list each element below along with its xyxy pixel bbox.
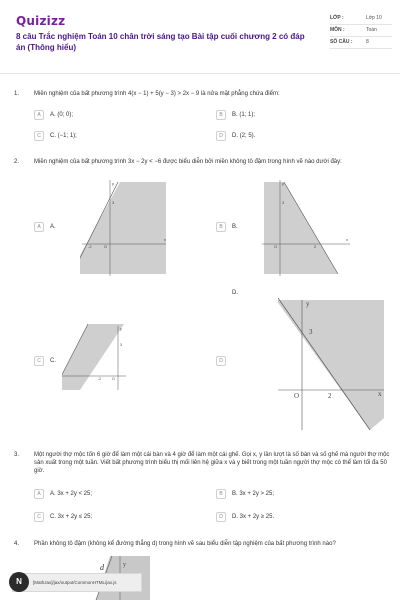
meta-value: Toán xyxy=(366,27,377,33)
meta-label: MÔN : xyxy=(330,27,345,33)
option-2c[interactable] xyxy=(34,356,56,366)
option-3c[interactable] xyxy=(34,512,92,522)
option-3b[interactable] xyxy=(216,489,274,499)
meta-row-grade xyxy=(330,13,392,25)
option-letter: C xyxy=(34,356,44,366)
meta-label: LỚP : xyxy=(330,15,344,21)
option-text: C. (−1; 1); xyxy=(50,133,77,139)
status-text: [MathJax]/jax/output/CommonHTML/jax.js xyxy=(33,580,117,585)
quizizz-logo[interactable]: Quizizz xyxy=(16,14,66,28)
line-d-label: d xyxy=(100,563,104,572)
y-axis-label: y xyxy=(120,327,122,331)
graph-c xyxy=(62,322,128,392)
tick-label: 2 xyxy=(328,392,332,400)
shaded-region xyxy=(80,182,166,274)
option-letter: C xyxy=(34,131,44,141)
meta-value: 8 xyxy=(366,39,369,45)
avatar[interactable]: N xyxy=(9,572,29,592)
option-2a[interactable] xyxy=(34,222,56,232)
meta-value: Lớp 10 xyxy=(366,15,382,21)
meta-table xyxy=(330,13,392,49)
tick-label: -2 xyxy=(98,377,102,381)
tick-label: -2 xyxy=(88,244,92,249)
graph-d xyxy=(278,298,388,432)
option-letter: D xyxy=(216,356,226,366)
option-2b[interactable] xyxy=(216,222,238,232)
option-letter: A xyxy=(34,110,44,120)
option-text: B. (1; 1); xyxy=(232,112,256,118)
tick-label: 2 xyxy=(314,244,317,249)
origin-label: O xyxy=(104,244,108,249)
option-letter: B xyxy=(216,222,226,232)
option-1a[interactable] xyxy=(34,110,73,120)
x-axis-label: x xyxy=(346,237,348,242)
option-text: B. xyxy=(232,224,238,230)
question-number: 3. xyxy=(14,452,20,458)
option-letter: C xyxy=(34,512,44,522)
origin-label: O xyxy=(274,244,278,249)
meta-row-count xyxy=(330,37,392,49)
loading-status-bar xyxy=(12,573,142,592)
graph-c-plot xyxy=(62,322,128,392)
meta-label: SỐ CÂU : xyxy=(330,39,353,45)
option-letter: D xyxy=(216,512,226,522)
question-number: 2. xyxy=(14,159,20,165)
origin-label: O xyxy=(294,392,300,400)
page-title: 8 câu Trắc nghiệm Toán 10 chân trời sáng tạo Bài tập cuối chương 2 có đáp án (Thông hiểu) xyxy=(16,32,305,52)
caption-text: D. xyxy=(232,290,238,296)
option-letter: B xyxy=(216,110,226,120)
meta-row-subject xyxy=(330,25,392,37)
option-text: A. xyxy=(50,224,56,230)
option-letter: D xyxy=(216,131,226,141)
tick-label: 3 xyxy=(282,200,285,205)
question-text: Phần không tô đậm (không kể đường thẳng d) trong hình vẽ sau biểu diễn tập nghiệm của bất phương trình nào? xyxy=(34,541,336,547)
graph-d-plot xyxy=(278,298,388,432)
question-text: Miền nghiệm của bất phương trình 4(x − 1) + 5(y − 3) > 2x − 9 là nửa mặt phẳng chứa điểm: xyxy=(34,91,280,97)
option-1d[interactable] xyxy=(216,131,255,141)
graph-b-plot xyxy=(262,178,352,278)
option-1b[interactable] xyxy=(216,110,255,120)
page-header xyxy=(0,0,400,74)
option-text: A. 3x + 2y < 25; xyxy=(50,491,93,497)
shaded-region xyxy=(264,182,338,274)
tick-label: 3 xyxy=(112,200,115,205)
x-axis-label: x xyxy=(164,237,166,242)
origin-label: O xyxy=(112,377,115,381)
option-d-caption xyxy=(232,289,238,297)
option-text: D. 3x + 2y ≥ 25. xyxy=(232,514,275,520)
option-letter: A xyxy=(34,222,44,232)
option-3a[interactable] xyxy=(34,489,92,499)
question-number: 1. xyxy=(14,91,20,97)
option-text: A. (0; 0); xyxy=(50,112,74,118)
option-3d[interactable] xyxy=(216,512,274,522)
option-1c[interactable] xyxy=(34,131,77,141)
question-text: Miền nghiệm của bất phương trình 3x − 2y < −6 được biểu diễn bởi miền không tô đậm trong hình vẽ nào dưới đây: xyxy=(34,159,342,165)
option-text: C. 3x + 2y ≤ 25; xyxy=(50,514,93,520)
graph-a xyxy=(80,178,170,278)
x-axis-label: x xyxy=(378,390,382,398)
y-axis-label: y xyxy=(282,181,284,186)
graph-b xyxy=(262,178,352,278)
option-letter: B xyxy=(216,489,226,499)
option-letter: A xyxy=(34,489,44,499)
question-text: Một người thợ mộc tốn 6 giờ để làm một cái bàn và 4 giờ để làm một cái ghế. Gọi x, y lần lượt là số bàn và số ghế mà người thợ mộc sản xuất trong một tuần. Viết bất phương trình biểu thị mối liên hệ giữa x và y biết trong một tuần người thợ mộc có thể làm tối đa 50 giờ. xyxy=(34,452,390,474)
option-text: B. 3x + 2y > 25; xyxy=(232,491,275,497)
y-axis-label: y xyxy=(306,300,310,308)
graph-a-plot xyxy=(80,178,170,278)
question-number: 4. xyxy=(14,541,20,547)
option-text: C. xyxy=(50,358,56,364)
y-axis-label: y xyxy=(123,562,126,568)
y-axis-label: y xyxy=(112,181,114,186)
option-text: D. (2; 5). xyxy=(232,133,256,139)
tick-label: 3 xyxy=(120,343,122,347)
tick-label: 3 xyxy=(309,328,313,336)
option-2d[interactable] xyxy=(216,356,232,366)
shaded-region xyxy=(278,300,384,430)
